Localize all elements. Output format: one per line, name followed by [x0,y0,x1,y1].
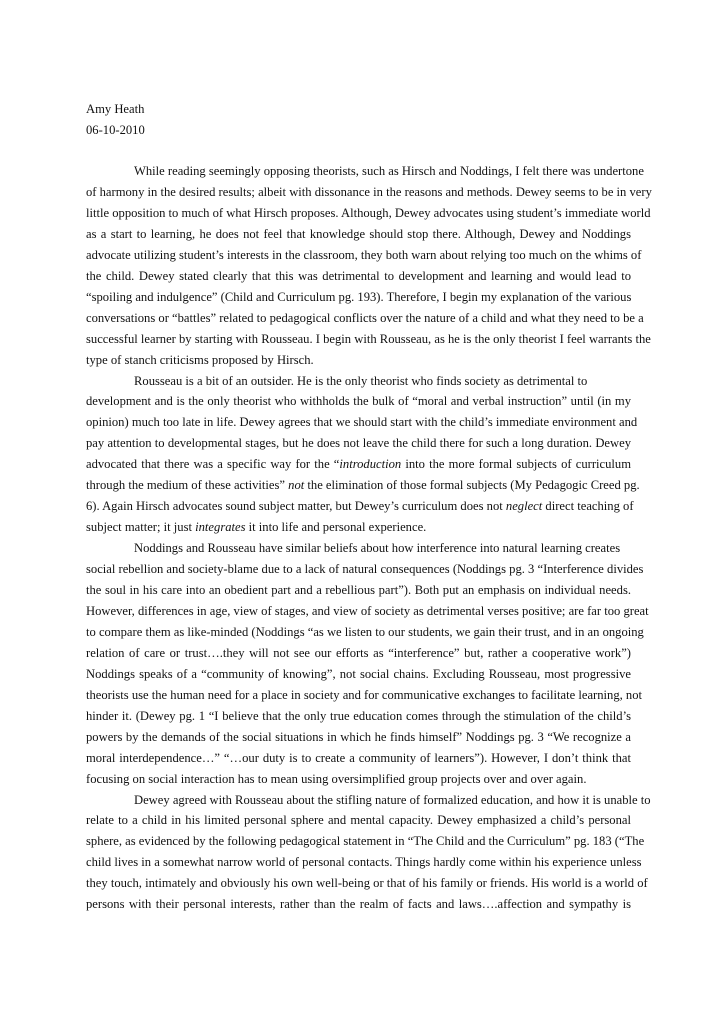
text-segment: direct teaching of [542,499,634,514]
text-line [86,205,651,220]
text-segment: 6). Again Hirsch advocates sound subject matter, but Dewey’s curriculum does not [86,499,506,514]
text-line [86,354,314,367]
text-line [86,834,645,849]
text-line [86,331,651,346]
text-line [86,773,586,786]
text-segment: little opposition to much of what Hirsch proposes. Although, Dewey advocates using student’s immediate world [86,205,651,220]
text-line [86,710,631,723]
text-line [134,375,587,388]
text-segment: theorists use the human need for a place in society and for communicative exchanges to facilitate learning, not [86,687,643,702]
text-segment: Noddings speaks of a “community of knowing”, not social chains. Excluding Rousseau, most progressive [86,666,631,681]
text-segment: moral interdependence…” “…our duty is to create a community of learners”). However, I don’t think that [86,750,631,765]
text-line [86,478,640,493]
text-segment: of harmony in the desired results; albeit with dissonance in the reasons and methods. Dewey seems to be in very [86,184,652,199]
text-segment: conversations or “battles” related to pedagogical conflicts over the nature of a child and what they need to be a [86,310,644,325]
text-line [86,855,642,870]
text-segment: it into life and personal experience. [245,520,427,535]
text-segment: as a start to learning, he does not feel that knowledge should stop there. Although, Dewey and Noddings [86,226,631,241]
text-segment: persons with their personal interests, rather than the realm of facts and laws….affection and sympathy is [86,897,631,912]
emphasized-text: integrates [195,520,246,535]
text-segment: the child. Dewey stated clearly that this was detrimental to development and learning and would lead to [86,268,631,283]
text-segment: development and is the only theorist who withholds the bulk of “moral and verbal instruction” until (in my [86,394,631,409]
text-line [86,247,642,262]
text-segment: hinder it. (Dewey pg. 1 “I believe that the only true education comes through the stimulation of the child’s [86,708,631,723]
text-segment: advocated that there was a specific way for the “ [86,457,340,472]
text-line [134,794,651,807]
text-line [86,184,652,199]
text-line [86,415,638,430]
text-line [86,687,643,702]
text-segment: type of stanch criticisms proposed by Hirsch. [86,352,314,367]
text-line [86,876,648,891]
text-segment: relation of care or trust….they will not see our efforts as “interference” but, rather a cooperative work”) [86,645,631,660]
text-segment: Noddings and Rousseau have similar beliefs about how interference into natural learning creates [134,541,621,556]
emphasized-text: neglect [505,499,543,514]
text-segment: pay attention to developmental stages, but he does not leave the child there for such a long duration. Dewey [86,436,631,451]
text-line [86,668,631,681]
text-segment: While reading seemingly opposing theorists, such as Hirsch and Noddings, I felt there was undertone [134,164,644,178]
text-segment: successful learner by starting with Rousseau. I begin with Rousseau, as he is the only theorist I feel warrants the [86,331,651,346]
text-segment: opinion) much too late in life. Dewey agrees that we should start with the child’s immediate environment and [86,415,638,430]
text-line [86,898,631,911]
text-line [86,814,631,827]
text-line [86,228,631,241]
text-segment: “spoiling and indulgence” (Child and Curriculum pg. 193). Therefore, I begin my explanation of the various [86,289,632,304]
text-segment: the soul in his care into an obedient part and a rebellious part”). Both put an emphasis on individual needs. [86,583,631,597]
text-line [86,458,631,471]
text-line [134,542,620,555]
text-segment: into the more formal subjects of curriculum [401,457,631,472]
author-name: Amy Heath [86,102,145,116]
emphasized-text: introduction [339,457,402,472]
text-segment: social rebellion and society-blame due to a lack of natural consequences (Noddings pg. 3 “Interference divides [86,562,644,576]
text-line [86,395,631,408]
text-segment: sphere, as evidenced by the following pedagogical statement in “The Child and the Curriculum” pg. 183 (“The [86,834,645,849]
text-segment: powers by the demands of the social situations in which he finds himself” Noddings pg. 3 “We recognize a [86,729,631,744]
text-segment: child lives in a somewhat narrow world of personal contacts. Things hardly come within his experience unless [86,855,642,870]
text-line [86,584,631,597]
text-segment: subject matter; it just [86,520,196,535]
text-line [86,752,631,765]
text-line [86,624,644,639]
text-segment: the elimination of those formal subjects (My Pedagogic Creed pg. [304,478,640,493]
text-segment: Dewey agreed with Rousseau about the stifling nature of formalized education, and how it is unable to [134,792,651,807]
text-segment: focusing on social interaction has to mean using oversimplified group projects over and over again. [86,771,587,786]
text-segment: advocate utilizing student’s interests in the classroom, they both warn about relying too much on the whims of [86,247,642,262]
text-line [86,647,631,660]
text-line [134,164,644,178]
text-segment: However, differences in age, view of stages, and view of society as detrimental verses positive; are far too great [86,604,649,618]
text-line [86,562,644,576]
text-segment: Rousseau is a bit of an outsider. He is the only theorist who finds society as detrimental to [134,373,588,388]
text-line [86,270,631,283]
text-line [86,499,634,514]
text-line [86,310,644,325]
text-line [86,731,631,744]
document-date: 06-10-2010 [86,123,145,137]
text-line [86,604,649,618]
text-segment: to compare them as like-minded (Noddings “as we listen to our students, we gain their trust, and in an ongoing [86,624,644,639]
text-segment: they touch, intimately and obviously his own well-being or that of his family or friends. His world is a world of [86,876,648,891]
text-line [86,291,631,304]
text-line [86,521,426,534]
emphasized-text: not [288,478,305,493]
text-segment: through the medium of these activities” [86,478,289,493]
text-line [86,437,631,450]
text-segment: relate to a child in his limited personal sphere and mental capacity. Dewey emphasized a child’s personal [86,813,631,828]
